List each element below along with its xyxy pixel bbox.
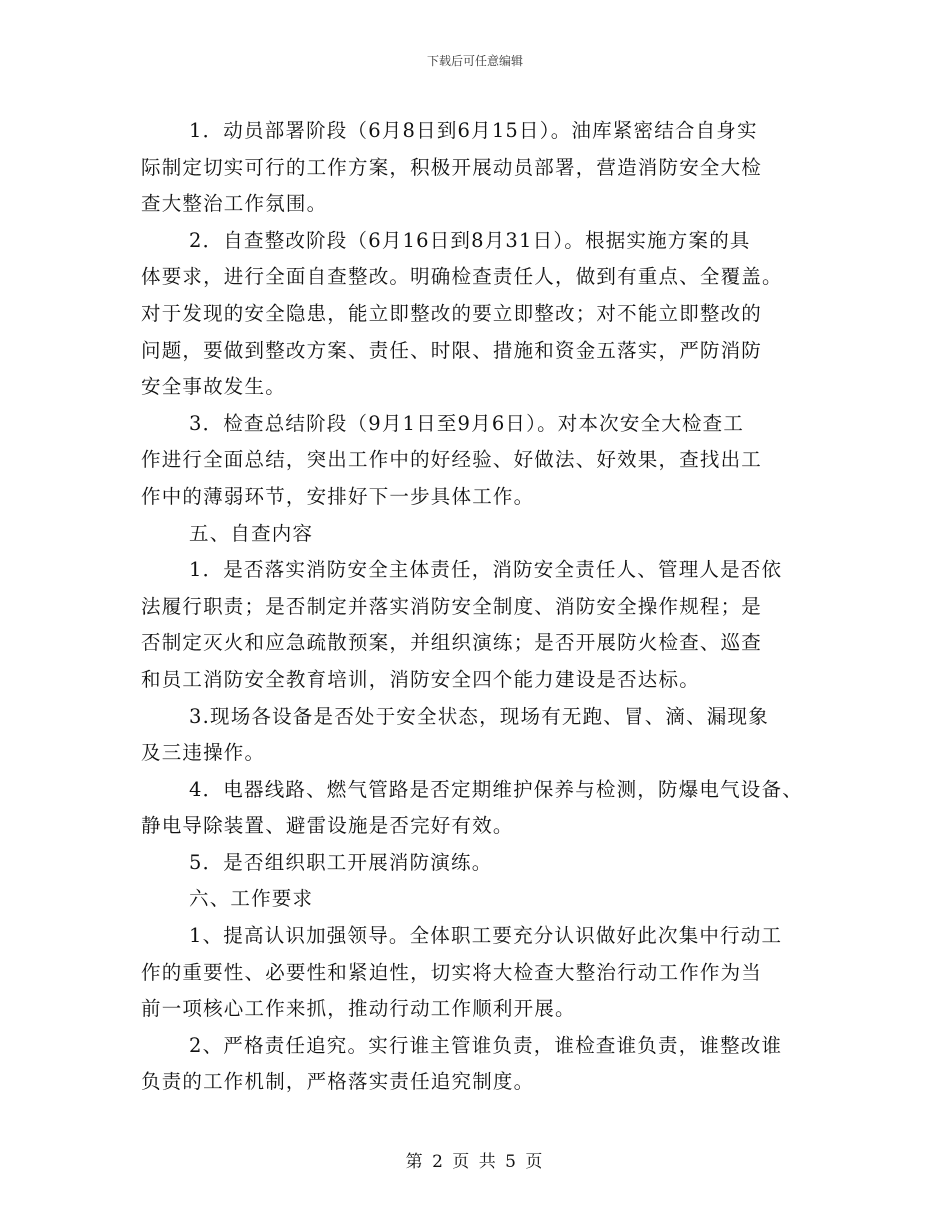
text-line: 查大整治工作氛围。 xyxy=(141,192,328,216)
text-line: 4．电器线路、燃气管路是否定期维护保养与检测，防爆电气设备、 xyxy=(189,777,803,801)
paragraph-check-item-3 xyxy=(141,699,821,772)
text-line: 作中的薄弱环节，安排好下一步具体工作。 xyxy=(141,484,535,508)
text-line: 静电导除装置、避雷设施是否完好有效。 xyxy=(141,814,514,838)
text-line: 和员工消防安全教育培训，消防安全四个能力建设是否达标。 xyxy=(141,667,700,691)
text-line: 5．是否组织职工开展消防演练。 xyxy=(189,850,493,874)
text-line: 际制定切实可行的工作方案，积极开展动员部署，营造消防安全大检 xyxy=(141,155,763,179)
paragraph-check-item-5 xyxy=(141,845,821,882)
text-line: 否制定灭火和应急疏散预案，并组织演练；是否开展防火检查、巡查 xyxy=(141,631,763,655)
text-line: 负责的工作机制，严格落实责任追究制度。 xyxy=(141,1070,535,1094)
paragraph-stage-1 xyxy=(141,113,821,223)
text-line: 体要求，进行全面自查整改。明确检查责任人，做到有重点、全覆盖。 xyxy=(141,265,783,289)
text-line: 3.现场各设备是否处于安全状态，现场有无跑、冒、滴、漏现象 xyxy=(189,704,769,728)
text-line: 1．动员部署阶段（6月8日到6月15日）。油库紧密结合自身实 xyxy=(189,119,758,142)
document-body xyxy=(141,113,821,1101)
heading-text: 五、自查内容 xyxy=(189,521,314,545)
text-line: 2、严格责任追究。实行谁主管谁负责，谁检查谁负责，谁整改谁 xyxy=(189,1033,783,1057)
text-line: 法履行职责；是否制定并落实消防安全制度、消防安全操作规程；是 xyxy=(141,594,763,618)
text-line: 及三违操作。 xyxy=(141,741,266,765)
text-line: 1、提高认识加强领导。全体职工要充分认识做好此次集中行动工 xyxy=(189,924,783,948)
paragraph-stage-3 xyxy=(141,406,821,516)
section-heading-requirements xyxy=(141,881,821,918)
text-line: 1．是否落实消防安全主体责任，消防安全责任人、管理人是否依 xyxy=(189,558,783,582)
text-line: 安全事故发生。 xyxy=(141,375,286,399)
page-header: 下载后可任意编辑 xyxy=(426,54,523,68)
text-line: 前一项核心工作来抓，推动行动工作顺利开展。 xyxy=(141,997,576,1021)
heading-text: 六、工作要求 xyxy=(189,887,314,911)
text-line: 2．自查整改阶段（6月16日到8月31日）。根据实施方案的具 xyxy=(189,228,751,252)
paragraph-stage-2 xyxy=(141,223,821,406)
section-heading-self-check xyxy=(141,516,821,553)
text-line: 作进行全面总结，突出工作中的好经验、好做法、好效果，查找出工 xyxy=(141,448,763,472)
page-number-footer: 第 2 页 共 5 页 xyxy=(405,1152,545,1172)
paragraph-check-item-1 xyxy=(141,552,821,698)
text-line: 作的重要性、必要性和紧迫性，切实将大检查大整治行动工作作为当 xyxy=(141,960,763,984)
paragraph-requirement-2 xyxy=(141,1028,821,1101)
text-line: 对于发现的安全隐患，能立即整改的要立即整改；对不能立即整改的 xyxy=(141,301,763,325)
text-line: 问题，要做到整改方案、责任、时限、措施和资金五落实，严防消防 xyxy=(141,338,763,362)
paragraph-check-item-4 xyxy=(141,772,821,845)
text-line: 3．检查总结阶段（9月1日至9月6日）。对本次安全大检查工 xyxy=(189,411,745,435)
paragraph-requirement-1 xyxy=(141,918,821,1028)
